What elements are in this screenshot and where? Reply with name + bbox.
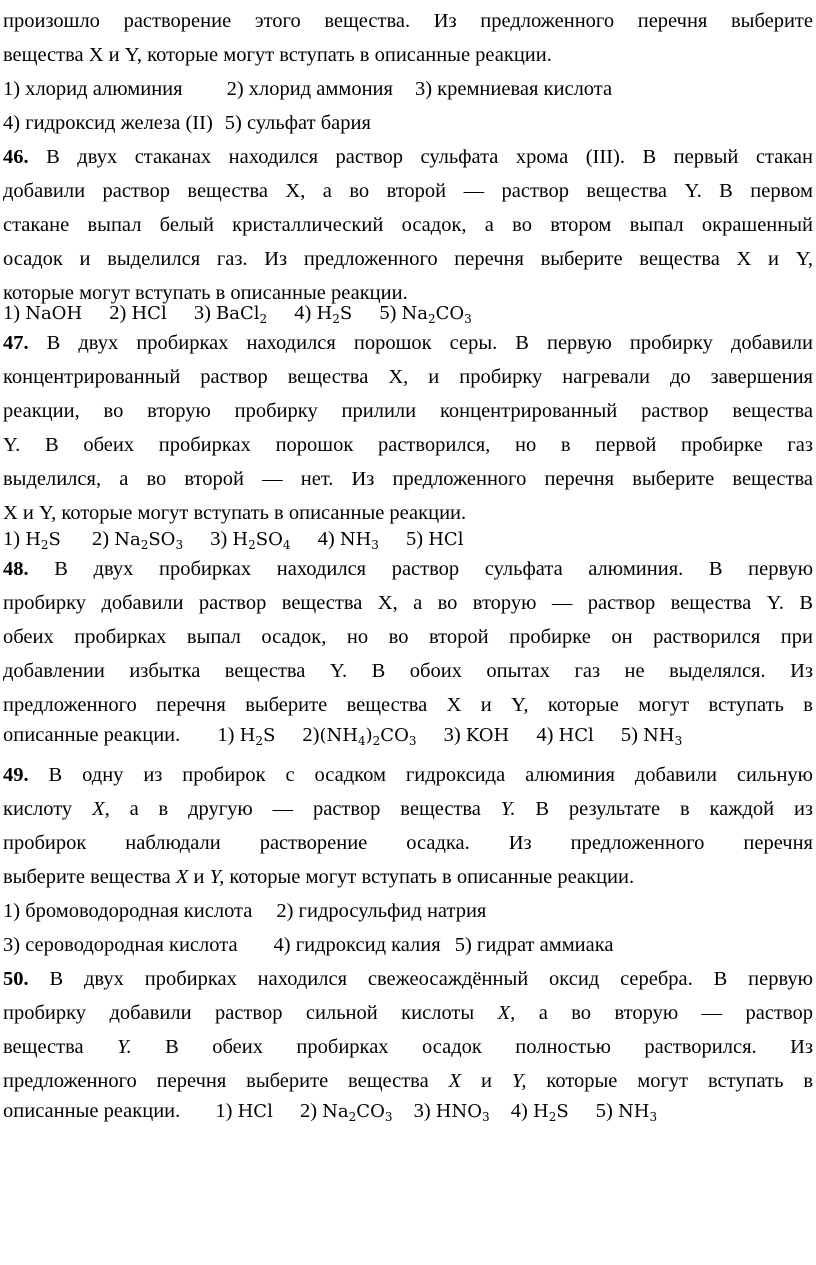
q50-line-5-options: описанные реакции. 1) HCl 2) $Na_2CO_3$ 3) $HNO_3$ 4) $H_2S$ 5) $NH_3$ bbox=[3, 1100, 658, 1124]
formula-hno3: $HNO_3$ bbox=[435, 1101, 490, 1124]
formula-hcl: HCl bbox=[428, 529, 464, 550]
q49-option-1: 1) бромоводородная кислота bbox=[3, 900, 253, 922]
formula-na2co3: $Na_2CO_3$ bbox=[401, 303, 472, 326]
q45-options-row-2 bbox=[3, 106, 371, 140]
formula-nh3: $NH_3$ bbox=[339, 529, 379, 552]
formula-na2co3: $Na_2CO_3$ bbox=[322, 1101, 393, 1124]
q49-number: 49. bbox=[3, 764, 29, 786]
q46-line-2: добавили раствор вещества X, а во второй — раствор вещества Y. В первом bbox=[3, 180, 813, 202]
formula-naoh: NaOH bbox=[25, 303, 83, 324]
formula-h2s: $H_2S$ bbox=[239, 725, 276, 748]
q47-number: 47. bbox=[3, 332, 29, 354]
q49-options-row-1 bbox=[3, 894, 486, 928]
q48-line-5: предложенного перечня выберите вещества X и Y, которые могут вступать в bbox=[3, 694, 813, 716]
q48-line-1: 48. В двух пробирках находился раствор сульфата алюминия. В первую bbox=[3, 558, 814, 580]
formula-nh3: $NH_3$ bbox=[618, 1101, 658, 1124]
q48-line-6-options: описанные реакции. 1) $H_2S$ $2)(NH_4)_2CO_3$ 3) KOH 4) HCl 5) $NH_3$ bbox=[3, 724, 683, 748]
q46-number: 46. bbox=[3, 146, 29, 168]
q47-line-2: концентрированный раствор вещества X, и пробирку нагревали до завершения bbox=[3, 366, 813, 388]
q50-line-4: предложенного перечня выберите вещества X и Y, которые могут вступать в bbox=[3, 1070, 814, 1092]
q46-line-4: осадок и выделился газ. Из предложенного перечня выберите вещества X и Y, bbox=[3, 248, 813, 270]
formula-h2s: $H_2S$ bbox=[316, 303, 353, 326]
q45-line-1: произошло растворение этого вещества. Из предложенного перечня выберите bbox=[3, 10, 813, 32]
q45-option-2: 2) хлорид аммония bbox=[226, 78, 393, 100]
formula-nh4-2co3: $(NH_4)_2CO_3$ bbox=[319, 725, 417, 748]
q45-option-1: 1) хлорид алюминия bbox=[3, 78, 183, 100]
q45-options-row-1 bbox=[3, 72, 612, 106]
formula-bacl2: BaCl$_2$ bbox=[216, 303, 268, 326]
q46-line-3: стакане выпал белый кристаллический осадок, а во втором выпал окрашенный bbox=[3, 214, 813, 236]
formula-h2s: $H_2S$ bbox=[532, 1101, 569, 1124]
q50-line-1: 50. В двух пробирках находился свежеосаждённый оксид серебра. В первую bbox=[3, 968, 813, 990]
q45-option-5: 5) сульфат бария bbox=[224, 112, 371, 134]
formula-hcl: HCl bbox=[558, 725, 594, 746]
q50-number: 50. bbox=[3, 968, 29, 990]
formula-hcl: HCl bbox=[131, 303, 167, 324]
q50-line-2: пробирку добавили раствор сильной кислоты X, а во вторую — раствор bbox=[3, 1002, 813, 1024]
q49-line-3: пробирок наблюдали растворение осадка. Из предложенного перечня bbox=[3, 832, 813, 854]
q48-number: 48. bbox=[3, 558, 29, 580]
q47-options: 1) $H_2S$ 2) $Na_2SO_3$ 3) $H_2SO_4$ 4) $NH_3$ 5) HCl bbox=[3, 528, 464, 552]
q49-option-3: 3) сероводородная кислота bbox=[3, 934, 238, 956]
q48-line-2: пробирку добавили раствор вещества X, а во вторую — раствор вещества Y. В bbox=[3, 592, 813, 614]
q46-line-5: которые могут вступать в описанные реакции. bbox=[3, 282, 408, 304]
q49-options-row-2 bbox=[3, 928, 613, 962]
formula-hcl: HCl bbox=[237, 1101, 273, 1122]
q45-option-4: 4) гидроксид железа (II) bbox=[3, 112, 213, 134]
formula-h2so4: $H_2SO_4$ bbox=[232, 529, 291, 552]
q47-line-6: X и Y, которые могут вступать в описанные реакции. bbox=[3, 502, 467, 524]
q50-line-3: вещества Y. В обеих пробирках осадок полностью растворился. Из bbox=[3, 1036, 813, 1058]
q48-line-3: обеих пробирках выпал осадок, но во второй пробирке он растворился при bbox=[3, 626, 813, 648]
formula-nh3: $NH_3$ bbox=[643, 725, 683, 748]
q49-line-4: выберите вещества X и Y, которые могут вступать в описанные реакции. bbox=[3, 866, 635, 888]
formula-na2so3: $Na_2SO_3$ bbox=[114, 529, 184, 552]
q49-line-1: 49. В одну из пробирок с осадком гидроксида алюминия добавили сильную bbox=[3, 764, 814, 786]
q47-line-4: Y. В обеих пробирках порошок растворился, но в первой пробирке газ bbox=[3, 434, 813, 456]
q47-line-1: 47. В двух пробирках находился порошок серы. В первую пробирку добавили bbox=[3, 332, 814, 354]
q49-option-2: 2) гидросульфид натрия bbox=[276, 900, 487, 922]
q49-option-5: 5) гидрат аммиака bbox=[454, 934, 614, 956]
q49-line-2: кислоту X, а в другую — раствор вещества Y. В результате в каждой из bbox=[3, 798, 814, 820]
q49-option-4: 4) гидроксид калия bbox=[273, 934, 441, 956]
q45-line-2: вещества X и Y, которые могут вступать в описанные реакции. bbox=[3, 44, 552, 66]
q47-line-5: выделился, а во второй — нет. Из предложенного перечня выберите вещества bbox=[3, 468, 813, 490]
formula-h2s: $H_2S$ bbox=[25, 529, 61, 552]
q45-option-3: 3) кремниевая кислота bbox=[414, 78, 613, 100]
q46-line-1: 46. В двух стаканах находился раствор сульфата хрома (III). В первый стакан bbox=[3, 146, 813, 168]
q47-line-3: реакции, во вторую пробирку прилили концентрированный раствор вещества bbox=[3, 400, 813, 422]
q46-options: 1) NaOH 2) HCl 3) BaCl$_2$ 4) $H_2S$ 5) $Na_2CO_3$ bbox=[3, 302, 472, 326]
formula-koh: KOH bbox=[465, 725, 510, 746]
q48-line-4: добавлении избытка вещества Y. В обоих опытах газ не выделялся. Из bbox=[3, 660, 813, 682]
